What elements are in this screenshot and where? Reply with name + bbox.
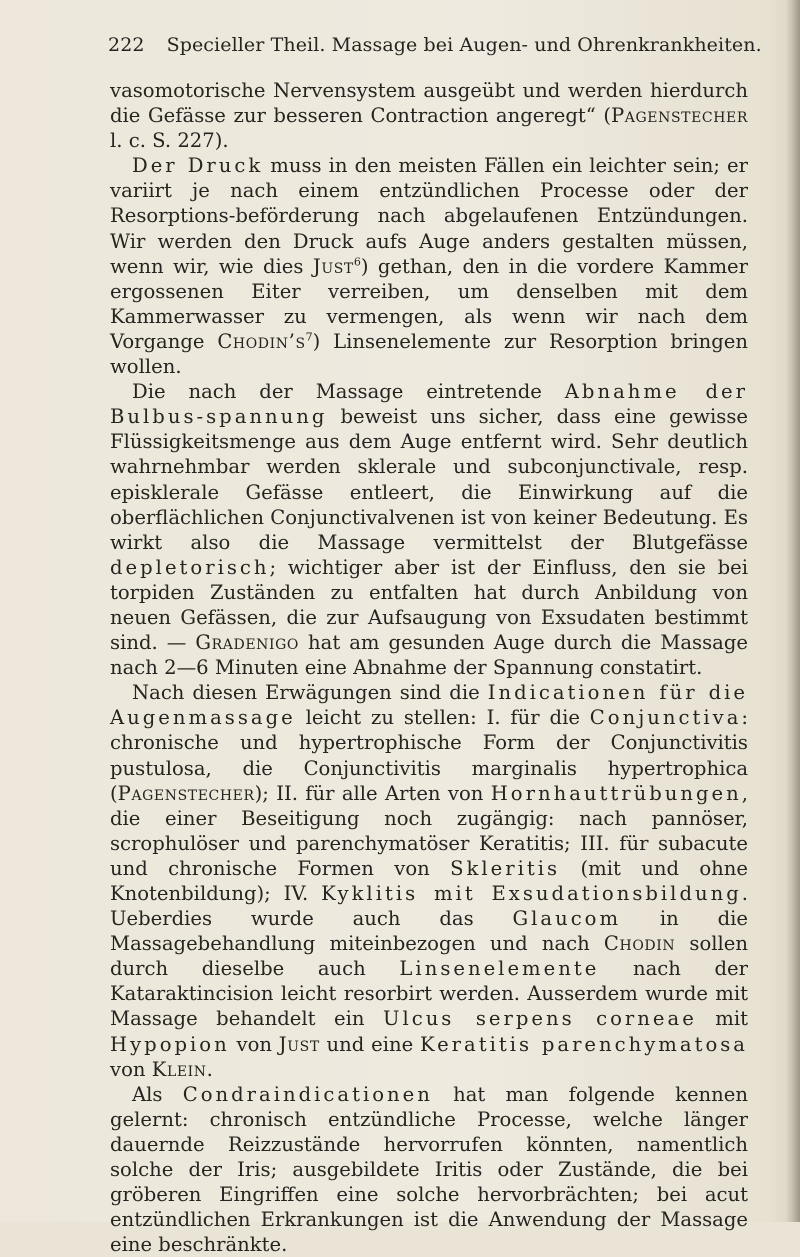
text-run: und eine bbox=[319, 1032, 420, 1056]
text-run: nach der Kataraktincision leicht resorbirt werden. Ausserdem wurde mit Massage behandelt ein bbox=[110, 957, 748, 1031]
text-run: hat am gesunden Auge durch die Massage nach 2—6 Minuten eine Abnahme der Spannung constatirt. bbox=[110, 631, 748, 680]
emphasis-spaced: depletorisch bbox=[110, 555, 270, 579]
author-name: Pagenstecher bbox=[611, 104, 748, 128]
text-run: . Ueberdies wurde auch das bbox=[110, 882, 749, 931]
author-name: Chodin bbox=[603, 932, 676, 956]
emphasis-spaced: Kyklitis mit Exsudationsbildung bbox=[321, 882, 742, 905]
emphasis-spaced: Keratitis parenchymatosa bbox=[419, 1032, 748, 1056]
emphasis-spaced: Hypopion bbox=[110, 1032, 230, 1056]
text-run: in die Massagebehandlung miteinbezogen und nach bbox=[110, 907, 748, 956]
text-run: mit bbox=[696, 1007, 748, 1031]
page-edge-shadow bbox=[786, 0, 800, 1222]
text-run: l. c. S. 227). bbox=[110, 129, 229, 153]
text-run: ) gethan, den in die vordere Kammer ergossenen Eiter verreiben, um denselben mit dem Kammerwasser zu vermengen, als wenn wir nach dem Vorgange bbox=[110, 254, 749, 353]
running-header bbox=[108, 30, 762, 60]
emphasis-spaced: Ulcus serpens corneae bbox=[382, 1007, 697, 1031]
paragraph-contraindicationen bbox=[110, 1082, 748, 1257]
emphasis-spaced: Abnahme der Bulbus-spannung bbox=[110, 380, 748, 429]
text-run: Die nach der Massage eintretende bbox=[132, 380, 565, 404]
text-run: , die einer Beseitigung noch zugängig: nach pannöser, scrophulöser und parenchymatöser Keratitis; III. für subacute und chronische Formen von bbox=[110, 781, 748, 880]
text-run: Als bbox=[132, 1082, 183, 1106]
running-title: Specieller Theil. Massage bei Augen- und Ohrenkrankheiten. bbox=[166, 34, 762, 56]
text-run: ) Linsenelemente zur Resorption bringen wollen. bbox=[110, 329, 748, 379]
text-run: Nach diesen Erwägungen sind die bbox=[132, 681, 488, 705]
emphasis-spaced: Linsenelemente bbox=[399, 957, 600, 981]
paragraph-continuation bbox=[110, 78, 748, 153]
emphasis-spaced: Conjunctiva bbox=[589, 706, 742, 730]
emphasis-spaced: Der Druck bbox=[132, 154, 264, 178]
text-run: von bbox=[229, 1032, 279, 1056]
body-text bbox=[110, 78, 748, 1257]
paragraph-bulbusspannung bbox=[110, 379, 748, 680]
text-run: beweist uns sicher, dass eine gewisse Flüssigkeitsmenge aus dem Auge entfernt wird. Sehr deutlich wahrnehmbar werden sklerale und subconjunctivale, resp. episklerale Gefässe entleert, die Einwirkung auf die oberflächlichen Conjunctivalvenen ist von keiner Bedeutung. Es wirkt also die Massage vermittelst der Blutgefässe bbox=[110, 405, 748, 554]
text-run: ); II. für alle Arten von bbox=[254, 781, 491, 805]
text-run: ; wichtiger aber ist der Einfluss, den sie bei torpiden Zuständen zu entfalten hat durch Anbildung von neuen Gefässen, die zur Aufsaugung von Exsudaten bestimmt sind. — bbox=[110, 555, 748, 655]
text-run: leicht zu stellen: I. für die bbox=[295, 706, 590, 730]
footnote-marker: 6 bbox=[353, 255, 361, 269]
text-run: sollen durch dieselbe auch bbox=[110, 932, 748, 981]
author-name: Pagenstecher bbox=[117, 781, 255, 805]
text-run: (mit und ohne Knotenbildung); IV. bbox=[110, 856, 748, 905]
author-name: Just bbox=[278, 1032, 320, 1056]
emphasis-spaced: Condraindicationen bbox=[182, 1082, 433, 1106]
author-name: Gradenigo bbox=[195, 631, 299, 655]
text-run: vasomotorische Nervensystem ausgeübt und werden hierdurch die Gefässe zur besseren Contraction angeregt“ ( bbox=[110, 79, 748, 128]
footnote-marker: 7 bbox=[305, 330, 313, 344]
emphasis-spaced: Indicationen für die Augenmassage bbox=[110, 681, 748, 730]
author-name: Chodin’s bbox=[217, 329, 306, 353]
author-name: Klein bbox=[151, 1057, 207, 1081]
paragraph-druck bbox=[110, 153, 748, 379]
author-name: Just bbox=[312, 254, 354, 278]
text-run: von bbox=[110, 1057, 152, 1081]
text-run: hat man folgende kennen gelernt: chronisch entzündliche Processe, welche länger dauernde Reizzustände hervorrufen könnten, namentlich solche der Iris; ausgebildete Iritis oder Zustände, die bei gröberen Eingriffen eine solche hervorbrächten; bei acut entzündlichen Erkrankungen ist die Anwendung der Massage eine beschränkte. bbox=[110, 1082, 748, 1257]
emphasis-spaced: Glaucom bbox=[512, 907, 622, 931]
emphasis-spaced: Skleritis bbox=[450, 856, 561, 880]
text-run: muss in den meisten Fällen ein leichter sein; er variirt je nach einem entzündlichen Processe oder der Resorptions-beförderung nach abgelaufenen Entzündungen. Wir werden den Druck aufs Auge anders gestalten müssen, wenn wir, wie dies bbox=[110, 154, 748, 278]
emphasis-spaced: Hornhauttrübungen bbox=[490, 781, 742, 805]
page-number: 222 bbox=[108, 34, 145, 56]
paragraph-indicationen bbox=[110, 680, 748, 1082]
text-run: . bbox=[206, 1057, 213, 1081]
text-run: : chronische und hypertrophische Form der Conjunctivitis pustulosa, die Conjunctivitis marginalis hypertrophica ( bbox=[110, 706, 748, 805]
